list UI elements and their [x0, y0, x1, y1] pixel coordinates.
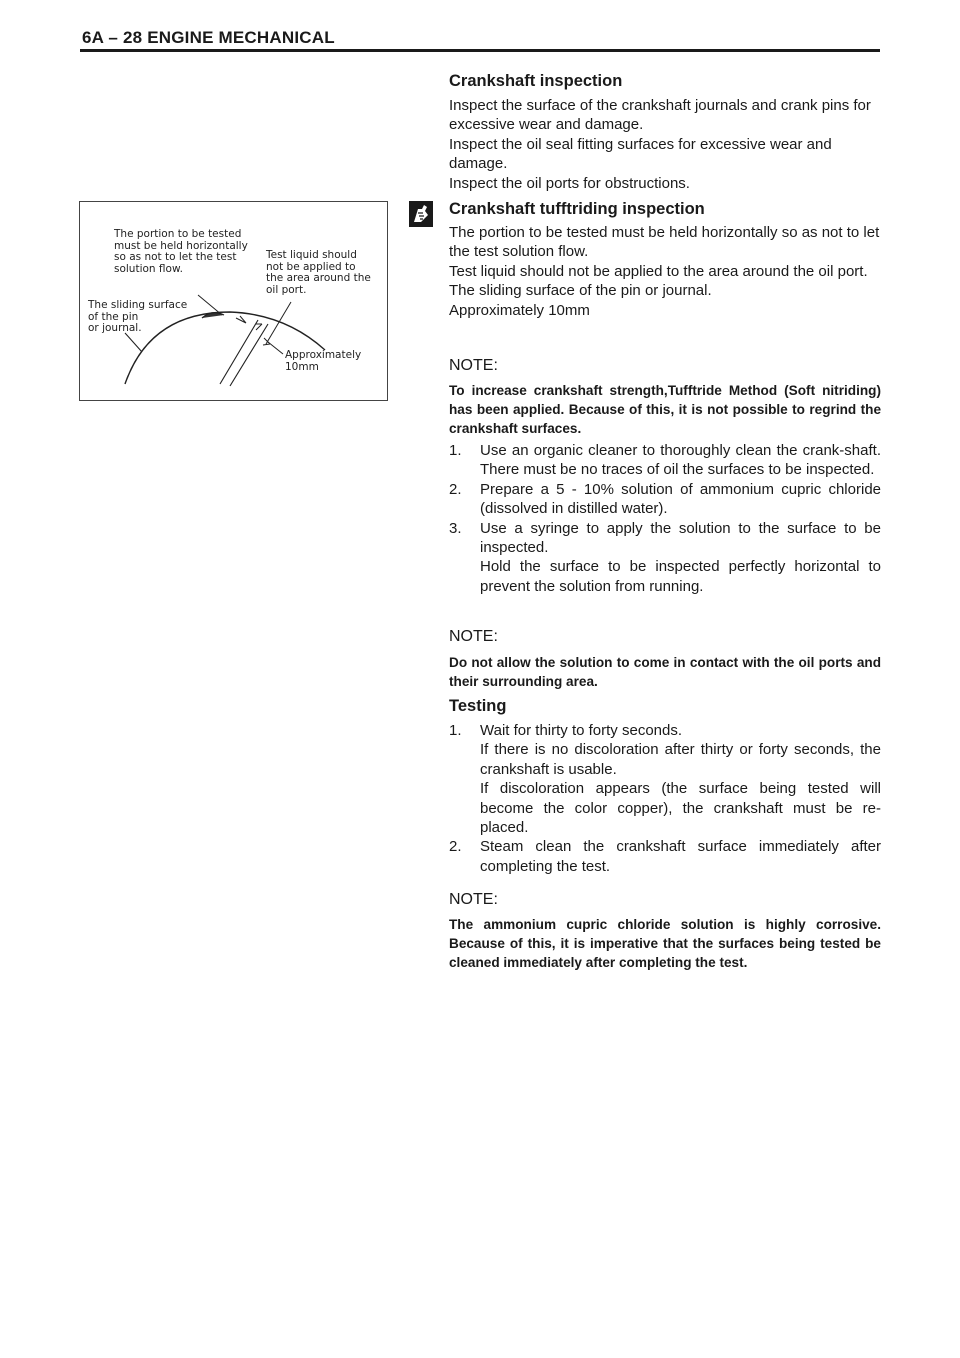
note-text: To increase crankshaft strength,Tufftride Method (Soft nitriding) has been applied. Because of this, it is not possible to regrind the crankshaft surfaces. [449, 383, 881, 436]
tufftriding-paragraph: The portion to be tested must be held horizontally so as not to let the test solution flow. [449, 224, 880, 261]
header-rule [80, 49, 880, 52]
list-item-number: 1. [449, 722, 462, 739]
cleaning-steps-list [449, 441, 881, 596]
list-item-number: 1. [449, 442, 462, 459]
section-title-inspection: Crankshaft inspection [449, 72, 623, 90]
list-item-text: Hold the surface to be inspected perfectly horizontal to prevent the solution from running. [480, 558, 881, 595]
list-item-text: Prepare a 5 - 10% solution of ammonium cupric chloride (dissolved in distilled water). [480, 480, 881, 518]
inspection-body [449, 96, 881, 193]
tufftriding-paragraph: The sliding surface of the pin or journal. [449, 282, 712, 300]
section-title-tufftriding: Crankshaft tufftriding inspection [449, 200, 705, 218]
list-item-text: Steam clean the crankshaft surface immediately after completing the test. [480, 838, 881, 875]
label-portion-tested: The portion to be tested must be held horizontally so as not to let the test solution flow. [114, 228, 248, 275]
section-title-testing: Testing [449, 697, 507, 715]
list-item [449, 721, 881, 837]
note-label: NOTE: [449, 628, 498, 645]
label-test-liquid: Test liquid should not be applied to the area around the oil port. [266, 249, 371, 296]
list-item-text: If discoloration appears (the surface being tested will become the color copper), the crankshaft must be re-placed. [480, 780, 881, 837]
tufftriding-paragraph: Approximately 10mm [449, 301, 590, 319]
list-item [449, 441, 881, 480]
note-text: Do not allow the solution to come in contact with the oil ports and their surrounding area. [449, 655, 881, 689]
list-item-text: Use an organic cleaner to thoroughly clean the crank-shaft. There must be no traces of oil the surfaces to be inspected. [480, 442, 881, 479]
inspection-paragraph: Inspect the oil ports for obstructions. [449, 174, 690, 192]
note-text: The ammonium cupric chloride solution is highly corrosive. Because of this, it is imperative that the surfaces being tested be cleaned immediately after completing the test. [449, 917, 881, 970]
list-item-text: Use a syringe to apply the solution to the surface to be inspected. [480, 519, 881, 557]
testing-steps-list [449, 721, 881, 876]
tool-icon [409, 201, 433, 227]
inspection-paragraph: Inspect the oil seal fitting surfaces for excessive wear and damage. [449, 135, 832, 173]
inspection-paragraph: Inspect the surface of the crankshaft journals and crank pins for excessive wear and damage. [449, 97, 871, 134]
list-item-number: 3. [449, 519, 462, 537]
list-item [449, 480, 881, 519]
list-item [449, 837, 881, 876]
label-approximately: Approximately 10mm [285, 349, 362, 373]
tufftriding-body [449, 223, 881, 320]
list-item-text: Wait for thirty to forty seconds. [480, 722, 683, 739]
crankshaft-diagram [79, 201, 388, 401]
list-item [449, 519, 881, 597]
note-label: NOTE: [449, 891, 498, 908]
tufftriding-paragraph: Test liquid should not be applied to the area around the oil port. [449, 262, 868, 280]
label-sliding-surface: The sliding surface of the pin or journal. [88, 299, 188, 334]
page-header-title: 6A – 28 ENGINE MECHANICAL [82, 28, 335, 47]
list-item-number: 2. [449, 480, 462, 498]
list-item-text: If there is no discoloration after thirty or forty seconds, the crankshaft is usable. [480, 741, 881, 778]
list-item-number: 2. [449, 838, 462, 856]
note-label: NOTE: [449, 357, 498, 374]
